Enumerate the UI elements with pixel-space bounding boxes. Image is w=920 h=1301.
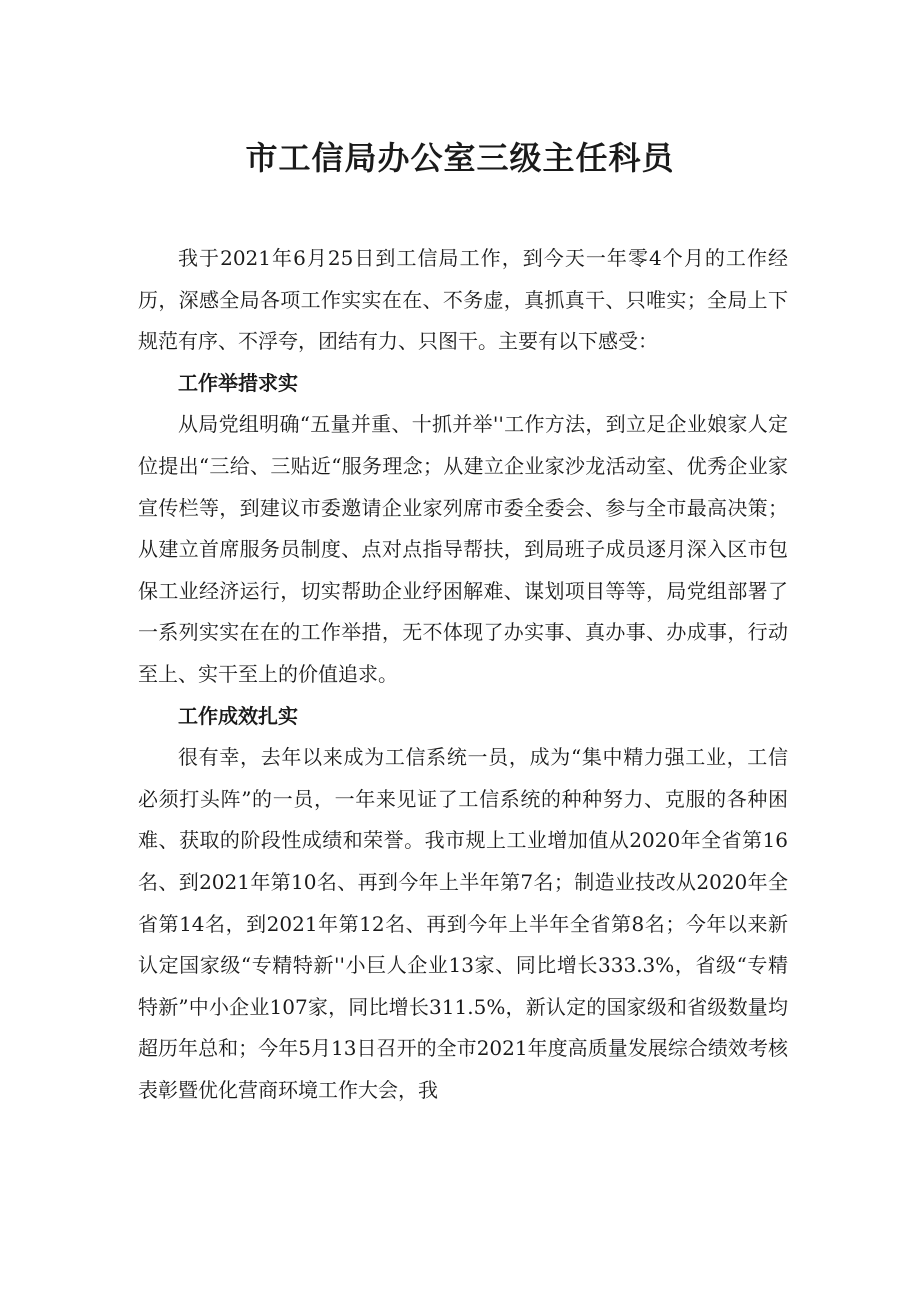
paragraph-measures: 从局党组明确“五量并重、十抓并举''工作方法，到立足企业娘家人定位提出“三给、三贴近“服务理念；从建立企业家沙龙活动室、优秀企业家宣传栏等，到建议市委邀请企业家列席市委全委会、参与全市最高决策；从建立首席服务员制度、点对点指导帮扶，到局班子成员逐月深入区市包保工业经济运行，切实帮助企业纾困解难、谋划项目等等，局党组部署了一系列实实在在的工作举措，无不体现了办实事、真办事、办成事，行动至上、实干至上的价值追求。 [138,412,788,686]
section-heading-measures: 工作举措求实 [178,370,298,395]
document-title: 市工信局办公室三级主任科员 [245,139,675,177]
paragraph-results: 很有幸，去年以来成为工信系统一员，成为“集中精力强工业，工信必须打头阵”的一员，一年来见证了工信系统的种种努力、克服的各种困难、获取的阶段性成绩和荣誉。我市规上工业增加值从2020年全省第16名、到2021年第10名、再到今年上半年第7名；制造业技改从2020年全省第14名，到2021年第12名、再到今年上半年全省第8名；今年以来新认定国家级“专精特新''小巨人企业13家、同比增长333.3%，省级“专精特新”中小企业107家，同比增长311.5%，新认定的国家级和省级数量均超历年总和；今年5月13日召开的全市2021年度高质量发展综合绩效考核表彰暨优化营商环境工作大会，我 [138,745,788,1102]
section-heading-results: 工作成效扎实 [178,703,298,728]
document-body [138,238,788,1111]
paragraph-intro: 我于2021年6月25日到工信局工作，到今天一年零4个月的工作经历，深感全局各项工作实实在在、不务虚，真抓真干、只唯实；全局上下规范有序、不浮夸，团结有力、只图干。主要有以下感受： [138,246,788,354]
